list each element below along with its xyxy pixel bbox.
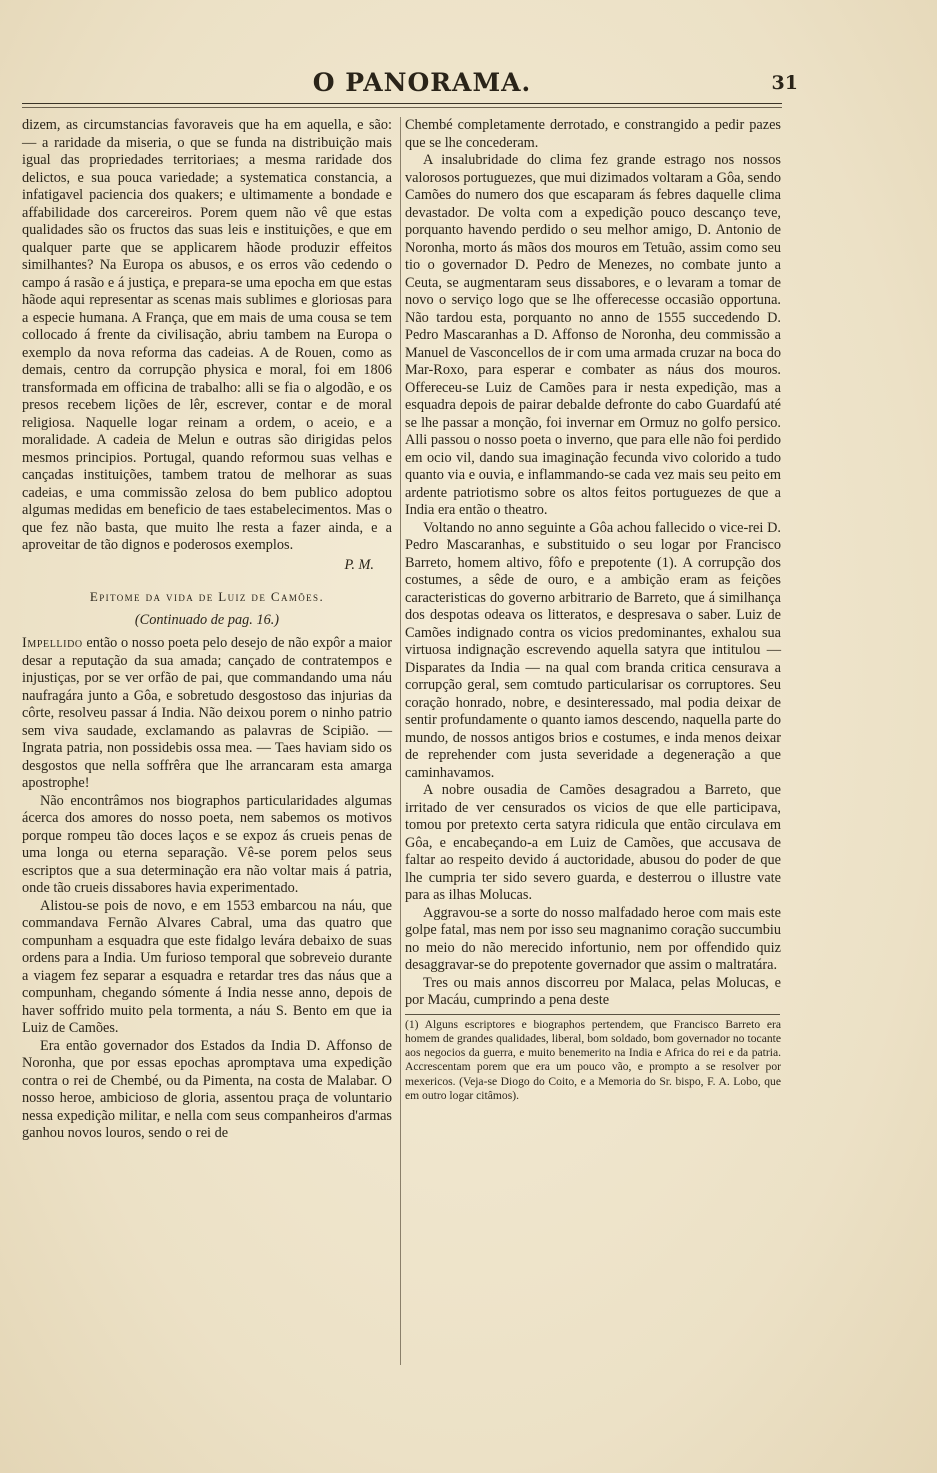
page-header bbox=[22, 66, 798, 106]
paragraph: dizem, as circumstancias favoraveis que ha em aquella, e são: — a raridade da miseria, o que se funda na distribuição mais igual das propriedades territoriaes; a mesma raridade dos delictos, e sua pouca variedade; a systematica constancia, a infatigavel paciencia dos quakers; e ultimamente a bondade e affabilidade dos carcereiros. Porem quem não vê que estas qualidades são os fructos das suas leis e instituições, e que em qualquer parte que se applicarem hãode produzir effeitos similhantes? Na Europa os abusos, e os erros vão cedendo o campo á rasão e á justiça, e prepara-se uma epocha em que estas hãode aqui representar as scenas mais sublimes e gloriosas para a especie humana. A França, que em mais de uma cousa se tem collocado á frente da civilisação, abriu tambem na Europa o exemplo da nova reforma das cadeias. A de Rouen, como as demais, centro da corrupção physica e moral, foi em 1806 transformada em officina de trabalho: alli se fia o algodão, e os presos recebem lições de lêr, escrever, contar e de moral religiosa. Naquelle logar reinam a ordem, o aceio, e a moralidade. A cadeia de Melun e outras são dirigidas pelos mesmos principios. Portugal, quando reformou suas velhas e cançadas instituições, tambem tratou de melhorar as suas cadeias, e uma commissão zelosa do bem publico adoptou algumas medidas em beneficio de taes estabelecimentos. Mas o que fez não basta, que muito lhe resta a fazer ainda, e a aproveitar de tão dignos e poderosos exemplos. bbox=[22, 117, 392, 553]
paragraph bbox=[22, 635, 392, 793]
paragraph-text: então o nosso poeta pelo desejo de não expôr a maior desar a reputação da sua amada; cançado de contratempos e injustiças, por se ver orfão de pai, que commandando uma náu naufragára junto a Gôa, e sobretudo desgostoso das injurias da côrte, resolveu passar á India. Não deixou porem o ninho patrio sem viva saudade, exclamando as palavras de Scipião. — Ingrata patria, non possidebis ossa mea. — Taes haviam sido os desgostos que nella soffrêra que lhe arrancaram esta amarga apostrophe! bbox=[22, 635, 393, 791]
footnote-rule bbox=[405, 1014, 780, 1015]
paragraph: A insalubridade do clima fez grande estrago nos nossos valorosos portuguezes, que mui dizimados voltaram a Gôa, sendo Camões do numero dos que escaparam ás febres daquelle clima devastador. De volta com a expedição pouco descanço teve, porquanto havendo perdido o seu melhor amigo, D. Antonio de Noronha, morto ás mãos dos mouros em Tetuão, assim como seu tio o governador D. Pedro de Menezes, no combate junto a Ceuta, se augmentaram seus dissabores, e o levaram a tomar de novo o serviço logo que se lhe offerecesse occasião opportuna. Não tardou esta, porquanto no anno de 1555 succedendo D. Pedro Mascaranhas a D. Affonso de Noronha, deu commissão a Manuel de Vasconcellos de ir com uma armada cruzar na boca do Mar-Roxo, para esperar e combater as náus dos mouros. Offereceu-se Luiz de Camões para ir nesta expedição, mas a esquadra depois de pairar debalde defronte do cabo Guardafú até se lhe passar a monção, foi invernar em Ormuz no golfo persico. Alli passou o nosso poeta o inverno, que para elle não foi perdido em ocio vil, dando sua imaginação fecunda vivo colorido a tudo quanto via e ouvia, e inflammando-se cada vez mais seu peito em ardente patriotismo sobre os altos feitos portuguezes de que a India era então o theatro. bbox=[405, 152, 781, 518]
footnote: (1) Alguns escriptores e biographos pertendem, que Francisco Barreto era homem de grandes qualidades, liberal, bom soldado, bom governador no tocante aos negocios da guerra, e muito benemerito na India e Africa do rei e da patria. Accrescentam porem que era um pouco vão, e prompto a se resolver por mexericos. (Veja-se Diogo do Coito, e a Memoria do Sr. bispo, F. A. Lobo, que em outro logar citâmos). bbox=[405, 1017, 781, 1102]
paragraph: Não encontrâmos nos biographos particularidades algumas ácerca dos amores do nosso poeta, nem sabemos os motivos porque rompeu tão doces laços e se expoz ás crueis penas de uma longa ou eterna separação. Vê-se porem pelos seus escriptos que a sua determinação era não voltar mais á patria, onde tão crueis dissabores havia experimentado. bbox=[22, 792, 392, 896]
paragraph: A nobre ousadia de Camões desagradou a Barreto, que irritado de ver censurados os vicios de que elle participava, tomou por pretexto certa satyra ridicula que então circulava em Gôa, e encabeçando-a em Luiz de Camões, que accusava de faltar ao respeito devido á auctoridade, abusou do poder de que lhe cumpria ter sido severo guarda, e desterrou o illustre vate para as ilhas Molucas. bbox=[405, 782, 781, 903]
section-subtitle: (Continuado de pag. 16.) bbox=[134, 611, 280, 628]
paragraph: Tres ou mais annos discorreu por Malaca, pelas Molucas, e por Macáu, cumprindo a pena deste bbox=[405, 974, 781, 1008]
paragraph: Alistou-se pois de novo, e em 1553 embarcou na náu, que commandava Fernão Alvares Cabral, uma das quatro que compunham a esquadra que este fidalgo levára debaixo de suas ordens para a India. Um furioso temporal que sobreveio durante a viagem fez separar a esquadra e retardar tres das náus que a compunham, chegando sómente á India nesse anno, depois de haver soffrido muito pela tormenta, a náu S. Bento em que ia Luiz de Camões. bbox=[22, 897, 392, 1036]
paragraph: Aggravou-se a sorte do nosso malfadado heroe com mais este golpe fatal, mas nem por isso seu magnanimo coração succumbiu no meio do não merecido infortunio, nem por offendido quiz desaggravar-se do prepotente governador que assim o maltratára. bbox=[405, 904, 781, 973]
masthead-title: O PANORAMA. bbox=[312, 68, 532, 97]
right-column bbox=[405, 117, 781, 1103]
left-column bbox=[22, 117, 392, 1143]
paragraph: Voltando no anno seguinte a Gôa achou fallecido o vice-rei D. Pedro Mascaranhas, e substituido o seu logar por Francisco Barreto, homem altivo, fôfo e prepotente (1). A corrupção dos costumes, a sêde de ouro, e a ambição eram as feições caracteristicas do governo arbitrario de Barreto, que á similhança dos despotas odeava os litteratos, e despresava o saber. Luiz de Camões indignado contra os vicios predominantes, exhalou sua virtuosa indignação escrevendo aquella satyra que intitulou — Disparates da India — na qual com branda critica censurava a corrupção geral, sem comtudo particularisar os corruptores. Seu coração honrado, nobre, e desinteressado, mal podia deixar de sentir profundamente o quanto iamos descendo, naquella parte do mundo, de nossos antigos brios e costumes, e inda menos deixar de reprehender com justa severidade a degeneração a que caminhavamos. bbox=[405, 519, 781, 781]
header-rule-thin bbox=[22, 107, 782, 108]
page-number: 31 bbox=[771, 72, 798, 94]
section-title: Epitome da vida de Luiz de Camões. bbox=[89, 589, 325, 604]
author-signature: P. M. bbox=[344, 556, 374, 573]
column-divider bbox=[400, 117, 401, 1365]
header-rule bbox=[22, 103, 782, 104]
paragraph: Era então governador dos Estados da India D. Affonso de Noronha, que por essas epochas apromptava uma expedição contra o rei de Chembé, ou da Pimenta, na costa de Malabar. O nosso heroe, ambicioso de gloria, assentou praça de voluntario nessa expedição militar, e nella com seus companheiros d'armas ganhou novos louros, sendo o rei de bbox=[22, 1037, 392, 1141]
paragraph: Chembé completamente derrotado, e constrangido a pedir pazes que se lhe concederam. bbox=[405, 117, 781, 151]
lead-word: Impellido bbox=[22, 635, 83, 651]
